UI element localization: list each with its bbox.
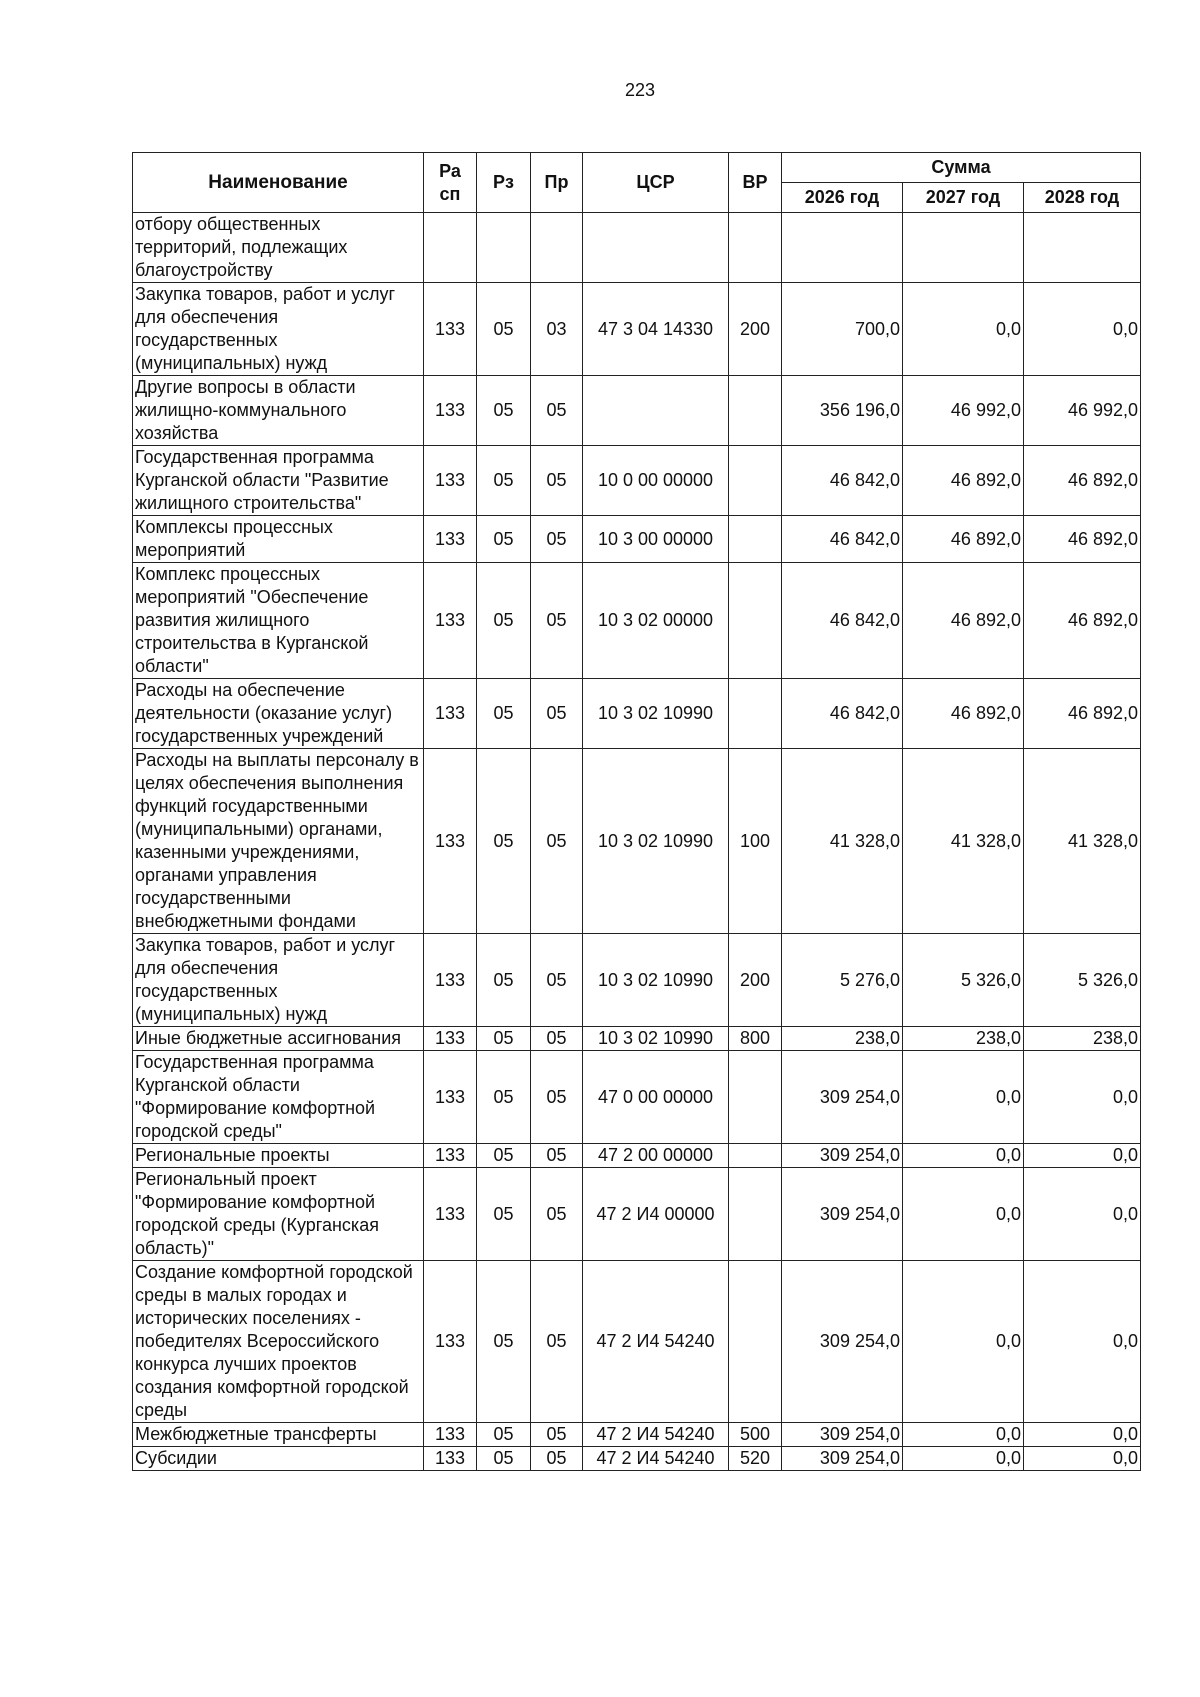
row-vr (729, 376, 782, 446)
row-name: Межбюджетные трансферты (133, 1423, 424, 1447)
row-csr (583, 376, 729, 446)
row-rasp: 133 (424, 446, 477, 516)
row-sum-2026 (782, 213, 903, 283)
row-csr: 10 3 00 00000 (583, 516, 729, 563)
row-name: Создание комфортной городской среды в малых городах и исторических поселениях - победителях Всероссийского конкурса лучших проектов создания комфортной городской среды (133, 1261, 424, 1423)
row-vr: 200 (729, 934, 782, 1027)
header-rasp (424, 153, 477, 213)
row-sum-2027: 46 892,0 (903, 446, 1024, 516)
row-rasp: 133 (424, 1144, 477, 1168)
row-name: Региональный проект "Формирование комфортной городской среды (Курганская область)" (133, 1168, 424, 1261)
row-name: Субсидии (133, 1447, 424, 1471)
table-row (133, 934, 1141, 1027)
table-row (133, 516, 1141, 563)
row-rasp: 133 (424, 1423, 477, 1447)
row-rz: 05 (477, 376, 531, 446)
row-sum-2026: 309 254,0 (782, 1168, 903, 1261)
row-rz: 05 (477, 516, 531, 563)
table-row (133, 446, 1141, 516)
row-sum-2026: 356 196,0 (782, 376, 903, 446)
row-pr: 05 (531, 679, 583, 749)
row-vr: 100 (729, 749, 782, 934)
table-row (133, 1168, 1141, 1261)
row-sum-2028: 0,0 (1024, 283, 1141, 376)
row-rasp: 133 (424, 679, 477, 749)
row-rz: 05 (477, 1051, 531, 1144)
row-sum-2028: 41 328,0 (1024, 749, 1141, 934)
row-name: Иные бюджетные ассигнования (133, 1027, 424, 1051)
row-pr: 05 (531, 1027, 583, 1051)
row-csr: 10 3 02 10990 (583, 1027, 729, 1051)
row-sum-2027: 46 892,0 (903, 516, 1024, 563)
row-sum-2026: 46 842,0 (782, 446, 903, 516)
row-csr: 47 0 00 00000 (583, 1051, 729, 1144)
row-name: Расходы на выплаты персоналу в целях обеспечения выполнения функций государственными (муниципальными) органами, казенными учреждениями, органами управления государственными внебюджетными фондами (133, 749, 424, 934)
row-rz: 05 (477, 1423, 531, 1447)
row-pr: 05 (531, 516, 583, 563)
row-sum-2028: 238,0 (1024, 1027, 1141, 1051)
row-rz: 05 (477, 749, 531, 934)
row-rasp: 133 (424, 1447, 477, 1471)
row-rz: 05 (477, 563, 531, 679)
row-csr: 47 2 00 00000 (583, 1144, 729, 1168)
row-sum-2028: 46 892,0 (1024, 679, 1141, 749)
row-pr (531, 213, 583, 283)
header-year-2028: 2028 год (1024, 183, 1141, 213)
row-sum-2028: 0,0 (1024, 1261, 1141, 1423)
row-rz (477, 213, 531, 283)
row-name: Закупка товаров, работ и услуг для обеспечения государственных (муниципальных) нужд (133, 283, 424, 376)
row-sum-2028: 46 892,0 (1024, 446, 1141, 516)
row-name: Комплекс процессных мероприятий "Обеспечение развития жилищного строительства в Курганской области" (133, 563, 424, 679)
header-year-2026: 2026 год (782, 183, 903, 213)
header-csr: ЦСР (583, 153, 729, 213)
row-csr: 10 0 00 00000 (583, 446, 729, 516)
row-sum-2027: 46 892,0 (903, 563, 1024, 679)
row-sum-2026: 46 842,0 (782, 563, 903, 679)
row-rz: 05 (477, 1027, 531, 1051)
table-body (133, 213, 1141, 1471)
row-rasp: 133 (424, 934, 477, 1027)
table-row (133, 1261, 1141, 1423)
header-sum: Сумма (782, 153, 1141, 183)
row-pr: 05 (531, 1423, 583, 1447)
row-sum-2027: 0,0 (903, 1168, 1024, 1261)
row-csr: 10 3 02 10990 (583, 934, 729, 1027)
row-sum-2026: 46 842,0 (782, 516, 903, 563)
row-vr (729, 1168, 782, 1261)
table-row (133, 1423, 1141, 1447)
row-vr (729, 563, 782, 679)
row-pr: 05 (531, 1261, 583, 1423)
row-sum-2027: 46 892,0 (903, 679, 1024, 749)
row-sum-2027: 46 992,0 (903, 376, 1024, 446)
row-rasp: 133 (424, 563, 477, 679)
row-sum-2028: 0,0 (1024, 1168, 1141, 1261)
table-row (133, 213, 1141, 283)
header-rasp-line1: Ра (439, 160, 461, 181)
row-sum-2028: 0,0 (1024, 1423, 1141, 1447)
row-pr: 05 (531, 1168, 583, 1261)
row-vr: 500 (729, 1423, 782, 1447)
row-pr: 05 (531, 1447, 583, 1471)
table-header (133, 153, 1141, 213)
row-pr: 05 (531, 749, 583, 934)
row-sum-2026: 46 842,0 (782, 679, 903, 749)
row-csr: 47 2 И4 54240 (583, 1447, 729, 1471)
row-name: Региональные проекты (133, 1144, 424, 1168)
table-row (133, 1027, 1141, 1051)
row-sum-2027: 0,0 (903, 1051, 1024, 1144)
row-csr: 47 2 И4 54240 (583, 1261, 729, 1423)
header-rasp-line2: сп (439, 183, 461, 204)
row-sum-2028: 0,0 (1024, 1144, 1141, 1168)
row-sum-2026: 700,0 (782, 283, 903, 376)
table-row (133, 749, 1141, 934)
row-sum-2028: 0,0 (1024, 1447, 1141, 1471)
row-sum-2026: 309 254,0 (782, 1051, 903, 1144)
row-csr (583, 213, 729, 283)
row-csr: 47 2 И4 54240 (583, 1423, 729, 1447)
row-vr (729, 516, 782, 563)
row-sum-2027: 0,0 (903, 1447, 1024, 1471)
budget-table (132, 152, 1141, 1471)
row-sum-2026: 41 328,0 (782, 749, 903, 934)
row-pr: 05 (531, 563, 583, 679)
row-rz: 05 (477, 1447, 531, 1471)
row-rz: 05 (477, 1168, 531, 1261)
row-csr: 10 3 02 00000 (583, 563, 729, 679)
row-sum-2027: 0,0 (903, 1144, 1024, 1168)
row-name: Расходы на обеспечение деятельности (оказание услуг) государственных учреждений (133, 679, 424, 749)
row-rz: 05 (477, 679, 531, 749)
header-year-2027: 2027 год (903, 183, 1024, 213)
row-pr: 03 (531, 283, 583, 376)
row-name: отбору общественных территорий, подлежащих благоустройству (133, 213, 424, 283)
row-rz: 05 (477, 283, 531, 376)
row-rasp: 133 (424, 1168, 477, 1261)
table-row (133, 1051, 1141, 1144)
row-csr: 47 2 И4 00000 (583, 1168, 729, 1261)
row-vr (729, 1261, 782, 1423)
row-rasp: 133 (424, 516, 477, 563)
table-row (133, 563, 1141, 679)
row-vr (729, 213, 782, 283)
row-sum-2028: 46 892,0 (1024, 516, 1141, 563)
row-vr (729, 1144, 782, 1168)
row-rasp: 133 (424, 283, 477, 376)
row-pr: 05 (531, 376, 583, 446)
table-row (133, 283, 1141, 376)
row-sum-2027: 238,0 (903, 1027, 1024, 1051)
row-name: Государственная программа Курганской области "Формирование комфортной городской среды" (133, 1051, 424, 1144)
row-name: Комплексы процессных мероприятий (133, 516, 424, 563)
header-name: Наименование (133, 153, 424, 213)
table-row (133, 1447, 1141, 1471)
row-sum-2028: 46 892,0 (1024, 563, 1141, 679)
row-rz: 05 (477, 934, 531, 1027)
row-sum-2026: 238,0 (782, 1027, 903, 1051)
row-csr: 47 3 04 14330 (583, 283, 729, 376)
row-rz: 05 (477, 446, 531, 516)
row-sum-2027: 0,0 (903, 1423, 1024, 1447)
row-name: Закупка товаров, работ и услуг для обеспечения государственных (муниципальных) нужд (133, 934, 424, 1027)
row-rz: 05 (477, 1144, 531, 1168)
row-vr: 800 (729, 1027, 782, 1051)
header-pr: Пр (531, 153, 583, 213)
row-vr (729, 679, 782, 749)
row-csr: 10 3 02 10990 (583, 749, 729, 934)
row-rasp: 133 (424, 1051, 477, 1144)
table-row (133, 376, 1141, 446)
row-rasp: 133 (424, 1027, 477, 1051)
row-vr (729, 446, 782, 516)
row-rz: 05 (477, 1261, 531, 1423)
table-row (133, 679, 1141, 749)
row-vr: 200 (729, 283, 782, 376)
row-sum-2027: 0,0 (903, 283, 1024, 376)
row-sum-2026: 309 254,0 (782, 1144, 903, 1168)
row-rasp (424, 213, 477, 283)
row-sum-2026: 309 254,0 (782, 1447, 903, 1471)
row-sum-2027 (903, 213, 1024, 283)
page-number: 223 (624, 80, 656, 100)
row-rasp: 133 (424, 376, 477, 446)
header-rz: Рз (477, 153, 531, 213)
row-sum-2026: 309 254,0 (782, 1261, 903, 1423)
row-sum-2027: 5 326,0 (903, 934, 1024, 1027)
row-sum-2026: 309 254,0 (782, 1423, 903, 1447)
row-sum-2028 (1024, 213, 1141, 283)
row-sum-2028: 46 992,0 (1024, 376, 1141, 446)
row-sum-2028: 5 326,0 (1024, 934, 1141, 1027)
row-sum-2028: 0,0 (1024, 1051, 1141, 1144)
header-vr: ВР (729, 153, 782, 213)
row-name: Государственная программа Курганской области "Развитие жилищного строительства" (133, 446, 424, 516)
row-sum-2026: 5 276,0 (782, 934, 903, 1027)
row-sum-2027: 41 328,0 (903, 749, 1024, 934)
row-pr: 05 (531, 446, 583, 516)
row-pr: 05 (531, 1051, 583, 1144)
row-pr: 05 (531, 1144, 583, 1168)
row-rasp: 133 (424, 749, 477, 934)
row-pr: 05 (531, 934, 583, 1027)
row-vr: 520 (729, 1447, 782, 1471)
row-sum-2027: 0,0 (903, 1261, 1024, 1423)
row-vr (729, 1051, 782, 1144)
row-csr: 10 3 02 10990 (583, 679, 729, 749)
row-name: Другие вопросы в области жилищно-коммунального хозяйства (133, 376, 424, 446)
row-rasp: 133 (424, 1261, 477, 1423)
table-row (133, 1144, 1141, 1168)
